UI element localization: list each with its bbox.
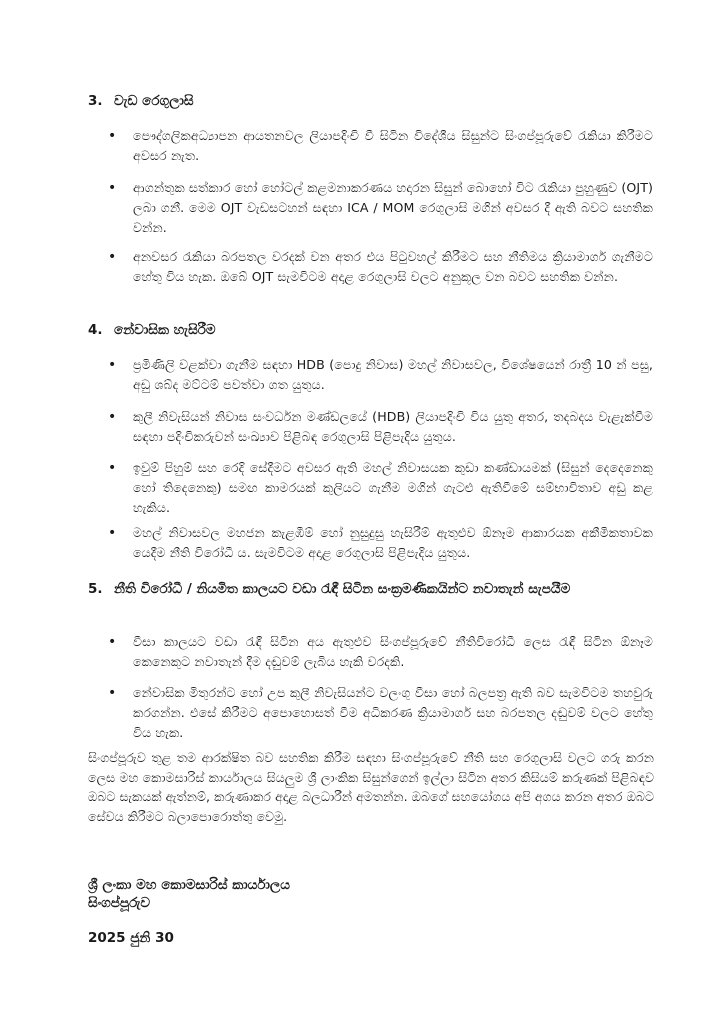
section-5-heading	[88, 580, 674, 599]
bullet-icon: •	[108, 357, 117, 373]
signature-city: සිංගප්පූරුව	[88, 895, 151, 911]
list-item: ආගන්තුක සත්කාර හෝ හෝටල් කළමනාකරණය හදාරන සිසුන් බොහෝ විට රැකියා පුහුණුව (OJT) ලබා ගනී. මෙම OJT වැඩසටහන් සඳහා ICA / MOM රෙගුලාසි මගින් අවසර දී ඇති බවට සහතික වන්න.	[133, 180, 653, 235]
list-item: අනවසර රැකියා බරපතල වරදක් වන අතර එය පිටුවහල් කිරීමට සහ නීතිමය ක්‍රියාමාර්ග ගැනීමට හේතු විය හැක. ඔබේ OJT සැමවිටම අදාළ රෙගුලාසි වලට අනුකූල වන බවට සහතික වන්න.	[133, 249, 653, 284]
bullet-icon: •	[108, 634, 117, 650]
list-item: ඉවුම් පිහුම් සහ රෙදි සේදීමට අවසර ඇති මහල් නිවාසයක කුඩා කණ්ඩායමක් (සිසුන් දෙදෙනෙකු හෝ තිදෙනෙකු) සමඟ කාමරයක් කුලියට ගැනීම මගින් ගැටළු ඇතිවීමේ සම්භාවිතාව අඩු කළ හැකිය.	[133, 460, 653, 515]
section-number: 5.	[88, 581, 103, 597]
section-title: නේවාසික හැසිරීම	[114, 322, 216, 338]
bullet-icon: •	[108, 180, 117, 196]
section-title: වැඩ රෙගුලාසි	[114, 93, 194, 109]
signature-office: ශ්‍රී ලංකා මහ කොමසාරිස් කාර්යාලය	[88, 877, 290, 893]
bullet-icon: •	[108, 685, 117, 701]
list-item: වීසා කාලයට වඩා රැඳී සිටින අය ඇතුළුව සිංගප්පූරුවේ නීතිවිරෝධී ලෙස රැඳී සිටින ඕනෑම කෙනෙකුට නවාතැන් දීම දඬුවම් ලැබිය හැකි වරදකි.	[133, 634, 653, 669]
list-item: නේවාසික මිතුරන්ට හෝ උප කුලී නිවැසියන්ට වලංගු වීසා හෝ බලපත්‍ර ඇති බව සැමවිටම තහවුරු කරගන්න. එසේ කිරීමට අපොහොසත් වීම අධිකරණ ක්‍රියාමාර්ග සහ බරපතල දඬුවම් වලට හේතු විය හැක.	[133, 685, 653, 740]
section-number: 4.	[88, 322, 103, 338]
bullet-icon: •	[108, 128, 117, 144]
list-item: කුලී නිවැසියන් නිවාස සංවර්ධන මණ්ඩලයේ (HDB) ලියාපදිංචි විය යුතු අතර, තදබදය වැළැක්වීම සඳහා පදිංචිකරුවන් සංඛ්‍යාව පිළිබඳ රෙගුලාසි පිළිපැදිය යුතුය.	[133, 409, 653, 444]
section-title: නීති විරෝධී / නියමිත කාලයට වඩා රැඳී සිටින සංක්‍රමණිකයින්ට නවාතැන් සැපයීම	[114, 581, 571, 597]
bullet-icon: •	[108, 525, 117, 541]
list-item: පෞද්ගලිකඅධ්‍යාපන ආයතනවල ලියාපදිංචි වී සිටින විදේශීය සිසුන්ට සිංගප්පූරුවේ රැකියා කිරීමට අවසර නැත.	[133, 128, 653, 163]
list-item: ප්‍රමිණිලි වළක්වා ගැනීම සඳහා HDB (පොදු නිවාස) මහල් නිවාසවල, විශේෂයෙන් රාත්‍රී 10 න් පසු, අඩු ශබ්ද මට්ටම් පවත්වා ගත යුතුය.	[133, 357, 653, 392]
section-3-heading	[88, 92, 674, 111]
bullet-icon: •	[108, 249, 117, 265]
section-4-heading	[88, 321, 674, 340]
closing-paragraph: සිංගප්පූරුව තුළ තම ආරක්ෂිත බව සහතික කිරීම සඳහා සිංගප්පූරුවේ නීති සහ රෙගුලාසි වලට ගරු කරන ලෙස මහ කොමසාරිස් කාර්යාලය සියලුම ශ්‍රී ලාංකික සිසුන්ගෙන් ඉල්ලා සිටින අතර කිසියම් කරුණක් පිළිබඳව ඔබට සැකයක් ඇත්නම්, කරුණාකර අදාළ බලධාරීන් අමතන්න. ඔබගේ සහයෝගය අපි අගය කරන අතර ඔබට සේවය කිරීමට බලාපොරොත්තු වෙමු.	[88, 750, 654, 824]
document-date: 2025 ජුනි 30	[88, 930, 174, 946]
bullet-icon: •	[108, 460, 117, 476]
section-number: 3.	[88, 93, 103, 109]
list-item: මහල් නිවාසවල මහජන කැළඹීම් හෝ නුසුදුසු හැසිරීම් ඇතුළුව ඕනෑම ආකාරයක අකීමිකතාවක යෙදීම නීති විරෝධී ය. සැමවිටම අදාළ රෙගුලාසි පිළිපැදිය යුතුය.	[133, 525, 653, 560]
bullet-icon: •	[108, 409, 117, 425]
